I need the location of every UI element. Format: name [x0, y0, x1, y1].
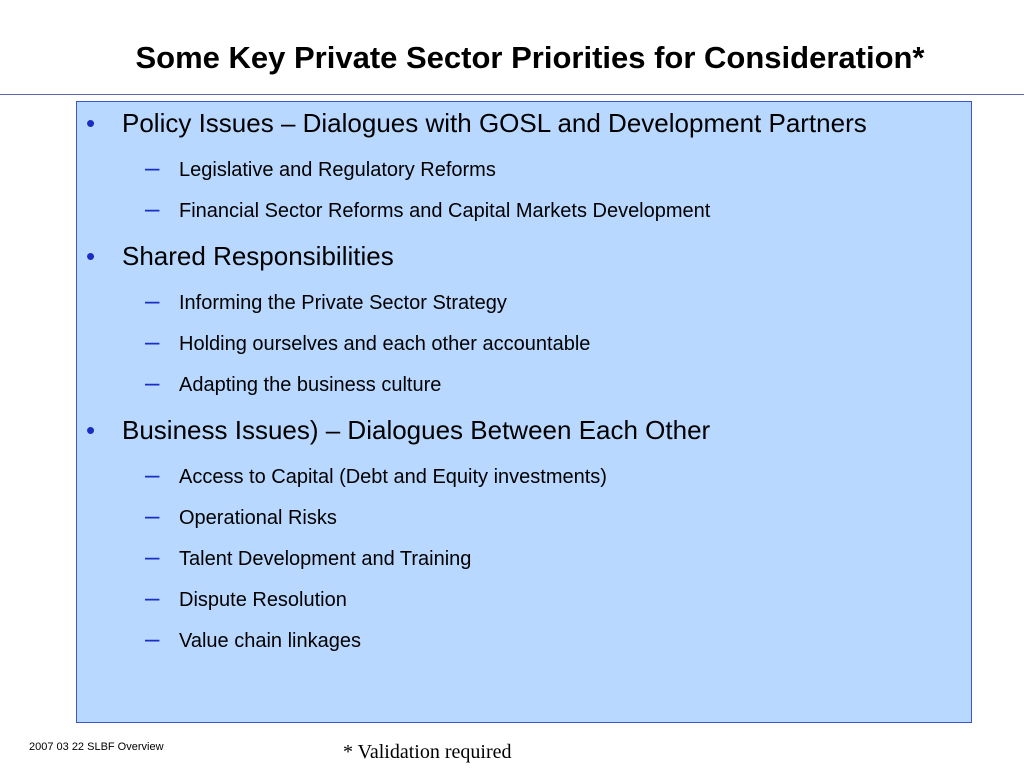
- sub-bullet-item: [145, 152, 496, 182]
- sub-bullet-item: [145, 500, 337, 530]
- sub-bullet-text: Holding ourselves and each other accountable: [179, 333, 591, 355]
- slide-title: Some Key Private Sector Priorities for Consideration*: [135, 40, 925, 75]
- sub-bullet-item: [145, 582, 347, 612]
- sub-bullet-text: Talent Development and Training: [179, 548, 472, 570]
- bullet-item: [86, 108, 867, 139]
- dash-icon: –: [145, 285, 160, 315]
- bullet-item: [86, 415, 711, 446]
- dash-icon: –: [145, 582, 160, 612]
- dash-icon: –: [145, 326, 160, 356]
- sub-bullet-item: [145, 193, 711, 223]
- sub-bullet-text: Legislative and Regulatory Reforms: [179, 159, 496, 181]
- bullet-dot-icon: •: [86, 415, 96, 445]
- dash-icon: –: [145, 459, 160, 489]
- bullet-text: Business Issues) – Dialogues Between Each Other: [122, 415, 711, 445]
- content-box: [76, 101, 972, 723]
- sub-bullet-text: Adapting the business culture: [179, 374, 442, 396]
- dash-icon: –: [145, 623, 160, 653]
- sub-bullet-text: Financial Sector Reforms and Capital Markets Development: [179, 200, 711, 222]
- sub-bullet-item: [145, 326, 591, 356]
- sub-bullet-item: [145, 541, 472, 571]
- bullet-item: [86, 241, 394, 272]
- dash-icon: –: [145, 541, 160, 571]
- dash-icon: –: [145, 193, 160, 223]
- sub-bullet-item: [145, 623, 361, 653]
- bullet-dot-icon: •: [86, 241, 96, 271]
- bullet-text: Policy Issues – Dialogues with GOSL and Development Partners: [122, 108, 867, 138]
- bullet-text: Shared Responsibilities: [122, 241, 394, 271]
- bullet-dot-icon: •: [86, 108, 96, 138]
- sub-bullet-item: [145, 459, 607, 489]
- sub-bullet-item: [145, 367, 442, 397]
- dash-icon: –: [145, 367, 160, 397]
- sub-bullet-text: Value chain linkages: [179, 630, 361, 652]
- sub-bullet-text: Operational Risks: [179, 507, 337, 529]
- dash-icon: –: [145, 152, 160, 182]
- dash-icon: –: [145, 500, 160, 530]
- footnote: * Validation required: [343, 741, 512, 763]
- sub-bullet-item: [145, 285, 507, 315]
- title-divider: [0, 94, 1024, 95]
- sub-bullet-text: Informing the Private Sector Strategy: [179, 292, 507, 314]
- sub-bullet-text: Dispute Resolution: [179, 589, 347, 611]
- sub-bullet-text: Access to Capital (Debt and Equity investments): [179, 466, 607, 488]
- footer-date-label: 2007 03 22 SLBF Overview: [29, 741, 164, 753]
